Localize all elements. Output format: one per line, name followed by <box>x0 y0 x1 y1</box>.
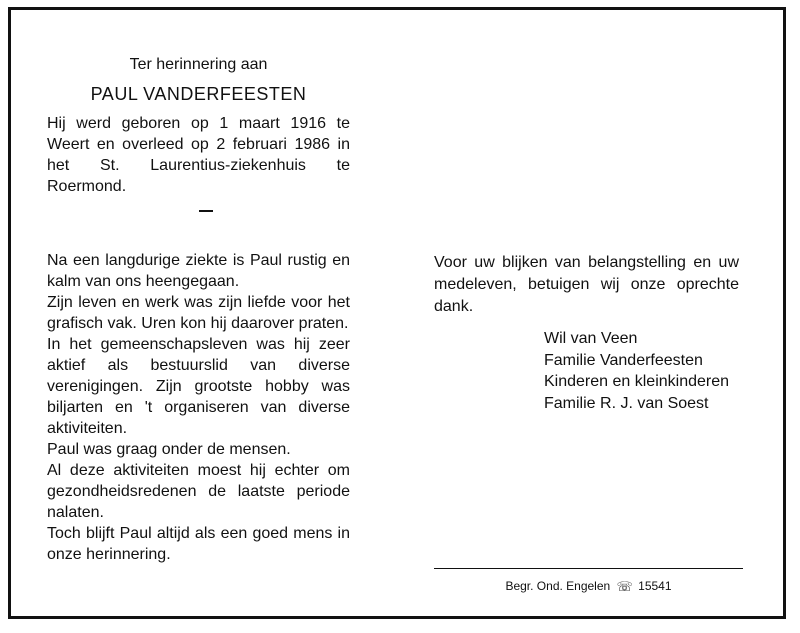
biography-line: In het gemeenschapsleven was hij zeer aktief als bestuurslid van diverse verenigingen. Zijn grootste hobby was biljarten en 't organiseren van diverse aktiviteiten. <box>47 336 350 437</box>
biography-line: Toch blijft Paul altijd als een goed mens in onze herinnering. <box>47 525 350 563</box>
signer: Familie Vanderfeesten <box>544 351 703 369</box>
left-column <box>47 55 350 565</box>
signer: Familie R. J. van Soest <box>544 394 709 412</box>
undertaker-name: Begr. Ond. Engelen <box>505 579 611 593</box>
right-column <box>434 252 739 414</box>
biography-line: Al deze aktiviteiten moest hij echter om gezondheidsredenen de laatste periode nalaten. <box>47 462 350 521</box>
divider <box>47 199 350 223</box>
signers-list <box>544 328 739 414</box>
biography-line: Na een langdurige ziekte is Paul rustig en kalm van ons heengegaan. <box>47 252 350 290</box>
phone-number: 15541 <box>638 579 672 593</box>
deceased-name: PAUL VANDERFEESTEN <box>90 84 307 104</box>
footer-rule <box>434 568 743 569</box>
signer: Kinderen en kleinkinderen <box>544 373 730 390</box>
signer: Wil van Veen <box>544 330 638 347</box>
birth-death-paragraph: Hij werd geboren op 1 maart 1916 te Weert en overleed op 2 februari 1986 in het St. Laurentius-ziekenhuis te Roermond. <box>47 115 350 195</box>
thanks-paragraph: Voor uw blijken van belangstelling en uw medeleven, betuigen wij onze oprechte dank. <box>434 254 739 315</box>
biography-line: Zijn leven en werk was zijn liefde voor het grafisch vak. Uren kon hij daarover praten. <box>47 294 350 332</box>
footer <box>434 579 743 594</box>
biography-line: Paul was graag onder de mensen. <box>47 441 291 458</box>
telephone-icon: ☏ <box>616 579 633 594</box>
intro-text: Ter herinnering aan <box>129 56 268 73</box>
divider-dash <box>199 210 213 212</box>
